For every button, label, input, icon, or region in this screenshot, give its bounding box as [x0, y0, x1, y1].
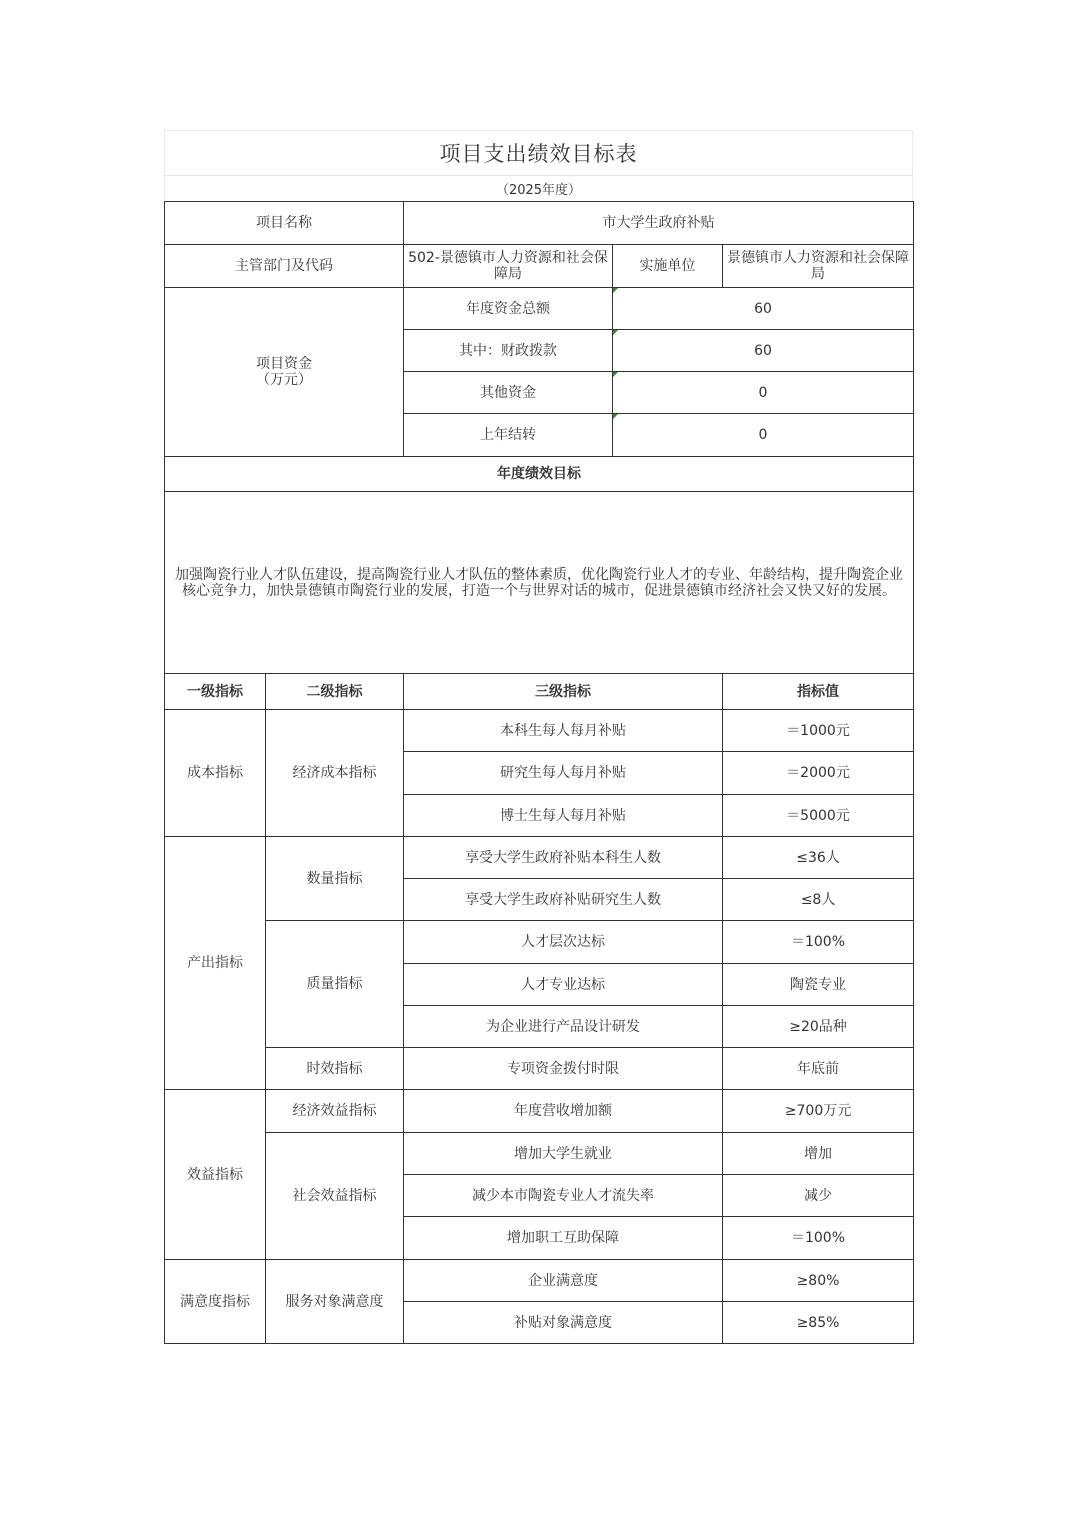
indicator-value: ＝100% [723, 1217, 914, 1260]
department-label: 主管部门及代码 [165, 245, 404, 288]
project-funds-label [165, 288, 404, 457]
level1-output: 产出指标 [165, 837, 266, 1090]
fund-item-label: 年度资金总额 [404, 288, 613, 330]
indicator-value: 增加 [723, 1133, 914, 1175]
project-name-label: 项目名称 [165, 202, 404, 245]
fund-item-label: 其中：财政拨款 [404, 330, 613, 372]
level2-economic-cost: 经济成本指标 [266, 710, 404, 837]
indicator-name: 年度营收增加额 [404, 1090, 723, 1133]
fund-item-value: 0 [613, 414, 914, 457]
indicator-name: 本科生每人每月补贴 [404, 710, 723, 752]
indicator-row [165, 1260, 914, 1302]
indicator-name: 享受大学生政府补贴研究生人数 [404, 879, 723, 921]
indicator-value: ＝2000元 [723, 752, 914, 795]
header-value: 指标值 [723, 674, 914, 710]
indicator-value: ≥80% [723, 1260, 914, 1302]
level2-social-benefit: 社会效益指标 [266, 1133, 404, 1260]
header-level2: 二级指标 [266, 674, 404, 710]
fund-item-value: 60 [613, 288, 914, 330]
indicator-value: ＝100% [723, 921, 914, 964]
annual-goal-header-row [165, 457, 914, 492]
indicator-value: ≥20品种 [723, 1006, 914, 1048]
level2-economic-benefit: 经济效益指标 [266, 1090, 404, 1133]
indicator-value: ＝5000元 [723, 795, 914, 837]
fund-row [165, 288, 914, 330]
annual-goal-row [165, 492, 914, 674]
indicator-name: 减少本市陶瓷专业人才流失率 [404, 1175, 723, 1217]
level1-satisfaction: 满意度指标 [165, 1260, 266, 1344]
indicator-value: ≥85% [723, 1302, 914, 1344]
level2-service-satisfaction: 服务对象满意度 [266, 1260, 404, 1344]
fund-item-value: 0 [613, 372, 914, 414]
project-name-value: 市大学生政府补贴 [404, 202, 914, 245]
indicator-row [165, 837, 914, 879]
project-name-row [165, 202, 914, 245]
annual-goal-text: 加强陶瓷行业人才队伍建设，提高陶瓷行业人才队伍的整体素质，优化陶瓷行业人才的专业、年龄结构，提升陶瓷企业核心竞争力，加快景德镇市陶瓷行业的发展，打造一个与世界对话的城市，促进景德镇市经济社会又快又好的发展。 [165, 492, 914, 674]
indicator-row [165, 1133, 914, 1175]
level2-timeliness: 时效指标 [266, 1048, 404, 1090]
project-funds-label-line2: （万元） [256, 372, 312, 388]
indicator-value: ≤36人 [723, 837, 914, 879]
sheet-title: 项目支出绩效目标表 [164, 130, 913, 176]
project-funds-label-line1: 项目资金 [256, 356, 312, 372]
indicator-row [165, 1048, 914, 1090]
implementing-unit-value: 景德镇市人力资源和社会保障局 [723, 245, 914, 288]
indicator-name: 企业满意度 [404, 1260, 723, 1302]
indicator-name: 增加职工互助保障 [404, 1217, 723, 1260]
indicator-name: 人才层次达标 [404, 921, 723, 964]
indicator-value: 陶瓷专业 [723, 964, 914, 1006]
indicator-value: 减少 [723, 1175, 914, 1217]
fund-item-value: 60 [613, 330, 914, 372]
indicator-header-row [165, 674, 914, 710]
department-value: 502-景德镇市人力资源和社会保障局 [404, 245, 613, 288]
level1-cost: 成本指标 [165, 710, 266, 837]
header-level3: 三级指标 [404, 674, 723, 710]
fund-item-label: 其他资金 [404, 372, 613, 414]
indicator-row [165, 921, 914, 964]
indicator-name: 人才专业达标 [404, 964, 723, 1006]
indicator-row [165, 1090, 914, 1133]
indicator-name: 研究生每人每月补贴 [404, 752, 723, 795]
fund-item-label: 上年结转 [404, 414, 613, 457]
indicator-name: 为企业进行产品设计研发 [404, 1006, 723, 1048]
indicator-value: ≥700万元 [723, 1090, 914, 1133]
indicator-name: 博士生每人每月补贴 [404, 795, 723, 837]
annual-goal-header: 年度绩效目标 [165, 457, 914, 492]
indicator-value: ≤8人 [723, 879, 914, 921]
indicator-value: ＝1000元 [723, 710, 914, 752]
level2-quality: 质量指标 [266, 921, 404, 1048]
indicator-row [165, 710, 914, 752]
performance-target-sheet [164, 130, 913, 1344]
department-row [165, 245, 914, 288]
performance-table [164, 201, 914, 1344]
indicator-name: 专项资金拨付时限 [404, 1048, 723, 1090]
level2-quantity: 数量指标 [266, 837, 404, 921]
indicator-name: 补贴对象满意度 [404, 1302, 723, 1344]
indicator-value: 年底前 [723, 1048, 914, 1090]
header-level1: 一级指标 [165, 674, 266, 710]
indicator-name: 享受大学生政府补贴本科生人数 [404, 837, 723, 879]
level1-benefit: 效益指标 [165, 1090, 266, 1260]
indicator-name: 增加大学生就业 [404, 1133, 723, 1175]
sheet-subtitle: （2025年度） [164, 176, 913, 201]
implementing-unit-label: 实施单位 [613, 245, 723, 288]
